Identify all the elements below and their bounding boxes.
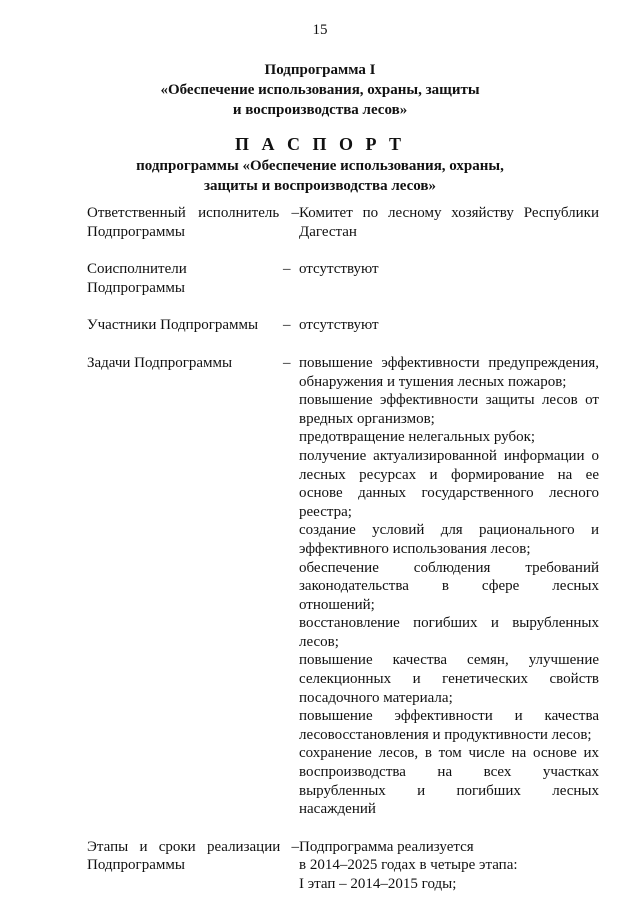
row-label-line: Участники Подпрограммы bbox=[87, 317, 259, 334]
passport-row-coexecutors bbox=[87, 260, 599, 297]
row-value bbox=[299, 316, 599, 335]
row-value-line: восстановление погибших и вырубленных bbox=[299, 615, 599, 632]
row-value-line: отсутствуют bbox=[299, 261, 379, 278]
row-value-line: повышение эффективности защиты лесов от bbox=[299, 392, 599, 409]
passport-subtitle-line: подпрограммы «Обеспечение использования, охраны, bbox=[136, 158, 504, 174]
row-value-line: создание условий для рационального и bbox=[299, 522, 599, 539]
row-value-line: повышение эффективности предупреждения, bbox=[299, 354, 599, 371]
passport-table bbox=[87, 204, 599, 894]
passport-subtitle-line: защиты и воспроизводства лесов» bbox=[203, 178, 437, 194]
row-label bbox=[87, 204, 299, 241]
row-value-line: повышение эффективности и качества bbox=[299, 708, 599, 725]
passport-title bbox=[0, 133, 640, 196]
row-value-line: основе данных государственного лесного bbox=[299, 485, 599, 502]
row-value-line: отсутствуют bbox=[299, 317, 379, 334]
passport-heading: П А С П О Р Т bbox=[234, 134, 405, 154]
page-number: 15 bbox=[312, 22, 328, 38]
row-value-line: сохранение лесов, в том числе на основе их bbox=[299, 745, 599, 762]
row-value-line: посадочного материала; bbox=[299, 689, 453, 706]
row-dash: – bbox=[283, 317, 291, 334]
subprogram-title bbox=[0, 60, 640, 120]
row-label-line: Задачи Подпрограммы bbox=[87, 354, 233, 371]
row-label bbox=[87, 260, 283, 297]
row-label bbox=[87, 316, 283, 335]
row-dash: – bbox=[283, 261, 291, 278]
row-value-line: селекционных и генетических свойств bbox=[299, 671, 599, 688]
row-label-line: Подпрограммы bbox=[87, 857, 185, 874]
row-value-line: лесовосстановления и продуктивности лесов; bbox=[299, 726, 592, 743]
row-value bbox=[299, 354, 599, 819]
row-value-line: лесных ресурсах и формирование на ее bbox=[299, 466, 599, 483]
row-value-line: воспроизводства на всех участках bbox=[299, 764, 599, 781]
passport-row-responsible bbox=[87, 204, 599, 241]
row-label-line: Подпрограммы bbox=[87, 223, 185, 240]
row-value-line: лесов; bbox=[299, 633, 339, 650]
row-label-line: Соисполнители bbox=[87, 261, 187, 278]
row-value-line: обнаружения и тушения лесных пожаров; bbox=[299, 373, 567, 390]
passport-row-participants bbox=[87, 316, 599, 335]
row-value-line: законодательства в сфере лесных bbox=[299, 578, 599, 595]
row-label-line: Этапы и сроки реализации – bbox=[87, 838, 299, 855]
subprogram-title-line: Подпрограмма I bbox=[264, 62, 376, 78]
row-value bbox=[299, 260, 599, 297]
row-dash: – bbox=[283, 354, 291, 371]
row-label-line: Подпрограммы bbox=[87, 279, 185, 296]
row-value-line: обеспечение соблюдения требований bbox=[299, 559, 599, 576]
row-value-line: предотвращение нелегальных рубок; bbox=[299, 429, 536, 446]
row-value-line: повышение качества семян, улучшение bbox=[299, 652, 599, 669]
passport-row-stages bbox=[87, 838, 599, 894]
row-value-line: Подпрограмма реализуется bbox=[299, 838, 474, 855]
row-label bbox=[87, 838, 299, 894]
passport-row-tasks bbox=[87, 354, 599, 819]
row-value-line: отношений; bbox=[299, 596, 375, 613]
row-value-line: насаждений bbox=[299, 801, 376, 818]
row-value-line: получение актуализированной информации о bbox=[299, 447, 599, 464]
row-value bbox=[299, 838, 599, 894]
row-value-line: в 2014–2025 годах в четыре этапа: bbox=[299, 857, 518, 874]
row-value-line: I этап – 2014–2015 годы; bbox=[299, 876, 457, 892]
subprogram-title-line: и воспроизводства лесов» bbox=[232, 102, 408, 118]
row-value-line: Дагестан bbox=[299, 223, 357, 240]
row-value bbox=[299, 204, 599, 241]
row-value-line: реестра; bbox=[299, 503, 352, 520]
row-value-line: вырубленных и погибших лесных bbox=[299, 782, 599, 799]
row-label-line: Ответственный исполнитель – bbox=[87, 205, 299, 221]
row-value-line: эффективного использования лесов; bbox=[299, 540, 531, 557]
row-value-line: вредных организмов; bbox=[299, 410, 435, 427]
row-value-line: Комитет по лесному хозяйству Республики bbox=[299, 205, 599, 221]
row-label bbox=[87, 354, 283, 819]
subprogram-title-line: «Обеспечение использования, охраны, защиты bbox=[160, 82, 480, 98]
